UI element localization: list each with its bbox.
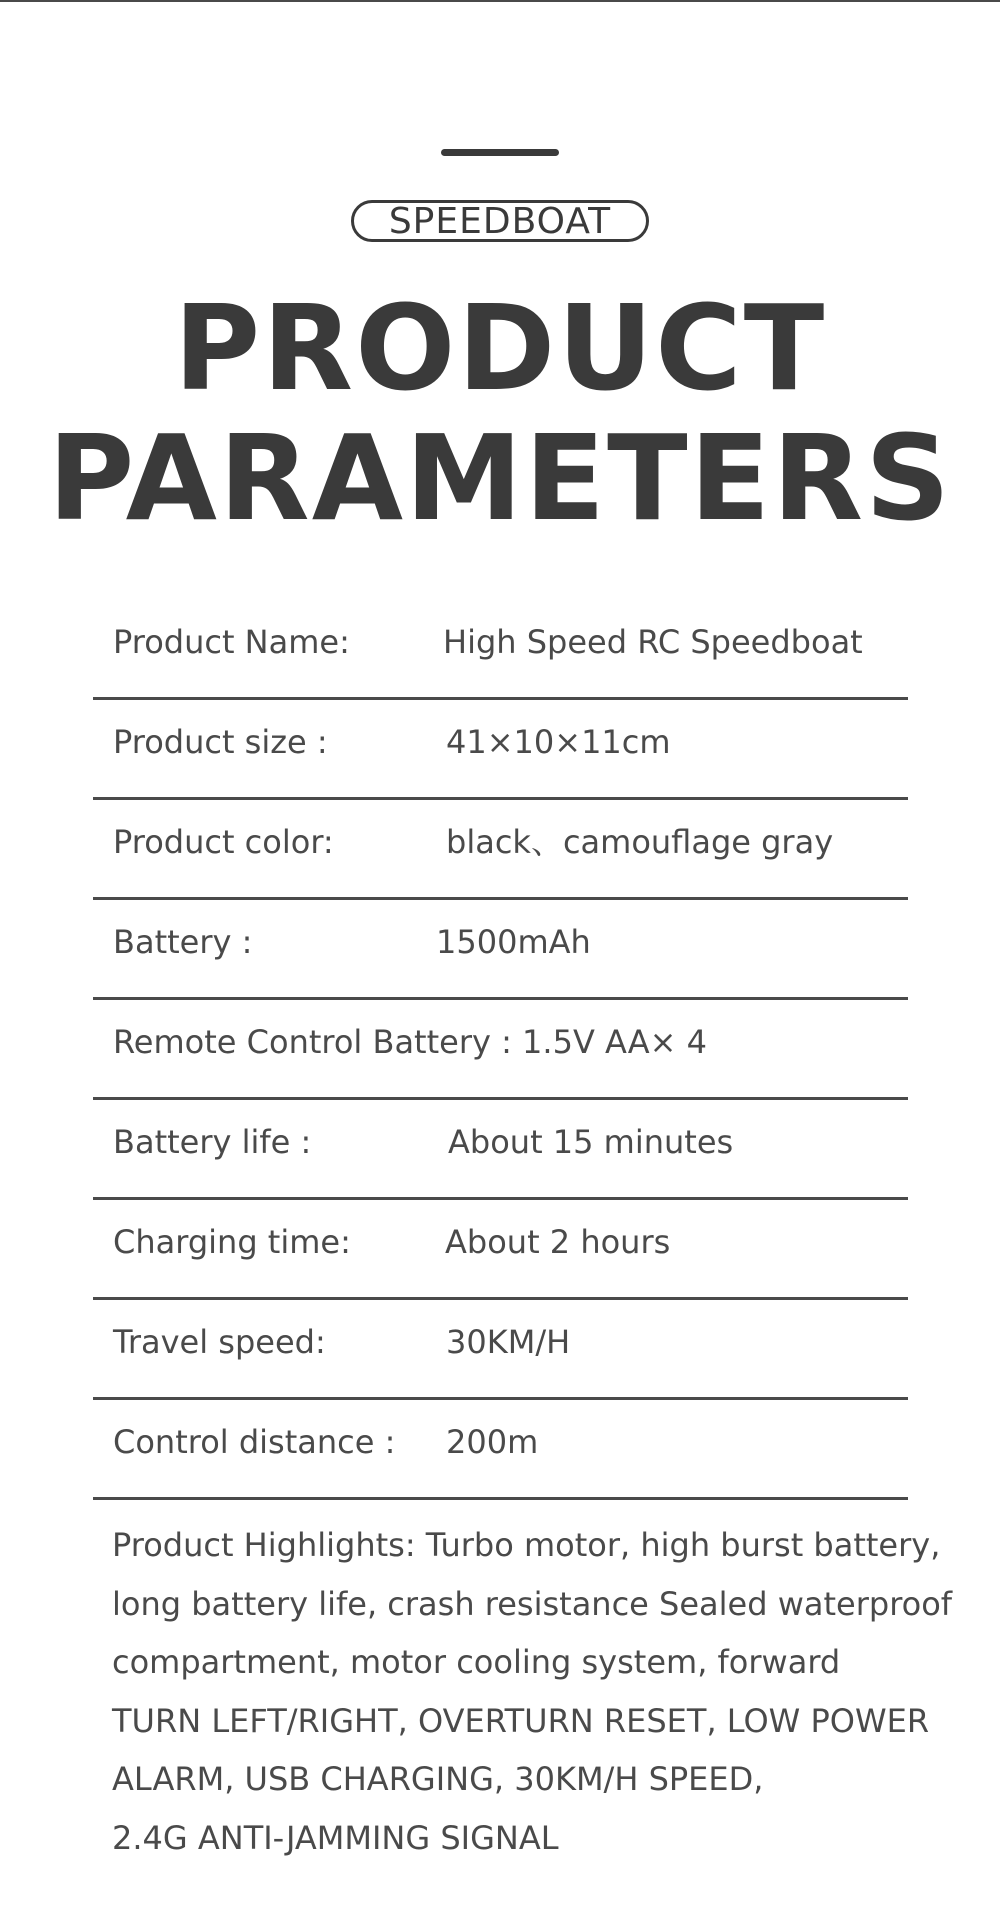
spec-label: Charging time: [113,1223,351,1261]
spec-label: Travel speed: [113,1323,326,1361]
spec-label: Battery life : [113,1123,312,1161]
accent-bar [441,149,559,156]
spec-row-product-size [93,700,908,800]
spec-value: black、camouflage gray [446,823,834,861]
spec-value: About 2 hours [445,1223,671,1261]
top-border [0,0,1000,2]
spec-label: Battery : [113,923,253,961]
spec-label: Control distance : [113,1423,396,1461]
highlights-line-1: Product Highlights: Turbo motor, high burst battery, [112,1526,941,1564]
spec-table [93,600,908,1500]
highlights-line-2: long battery life, crash resistance Sealed waterproof [112,1584,953,1623]
page-title-line-2: PARAMETERS [47,409,953,547]
spec-value: 1500mAh [436,923,591,961]
product-highlights [112,1516,953,1867]
highlights-line-4: TURN LEFT/RIGHT, OVERTURN RESET, LOW POWER [112,1701,930,1740]
highlights-line-3: compartment, motor cooling system, forward [112,1643,841,1681]
spec-label: Remote Control Battery : 1.5V AA× 4 [113,1023,708,1061]
spec-row-product-name [93,600,908,700]
page-title [0,279,1000,547]
category-pill [351,200,649,242]
spec-row-battery-life [93,1100,908,1200]
spec-value: High Speed RC Speedboat [443,623,863,661]
spec-value: 200m [446,1423,539,1461]
spec-row-control-distance [93,1400,908,1500]
spec-row-charging-time [93,1200,908,1300]
spec-row-battery [93,900,908,1000]
spec-label: Product Name: [113,623,350,661]
spec-value: 30KM/H [446,1323,571,1361]
page-title-line-1: PRODUCT [173,279,827,417]
category-label: SPEEDBOAT [388,200,612,242]
spec-row-product-color [93,800,908,900]
spec-row-remote-control-battery [93,1000,908,1100]
spec-label: Product color: [113,823,334,861]
highlights-line-6: 2.4G ANTI-JAMMING SIGNAL [112,1818,559,1857]
highlights-line-5: ALARM, USB CHARGING, 30KM/H SPEED, [112,1760,764,1798]
spec-value: About 15 minutes [448,1123,734,1161]
spec-label: Product size : [113,723,328,761]
spec-value: 41×10×11cm [446,723,671,761]
spec-row-travel-speed [93,1300,908,1400]
